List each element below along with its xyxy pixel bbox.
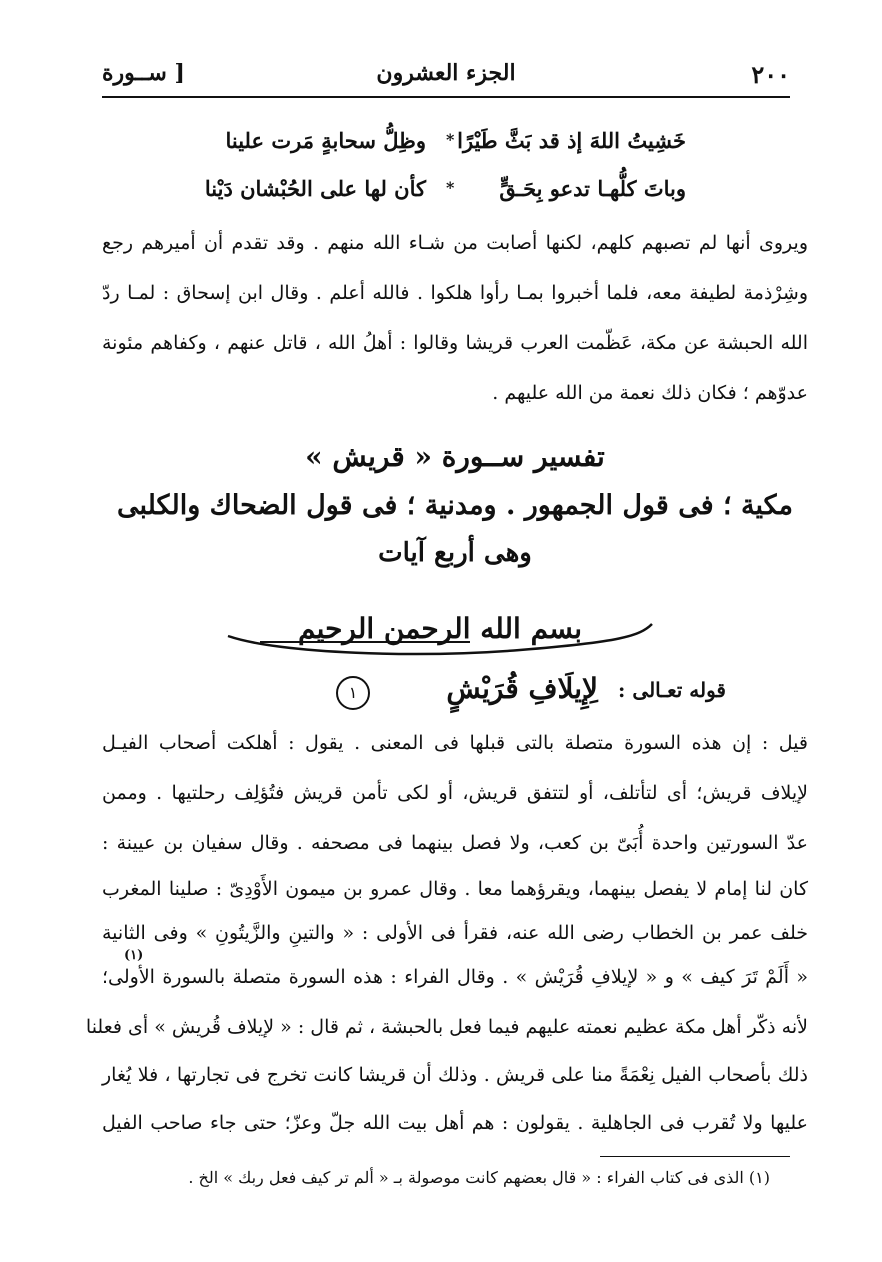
paragraph-line: ويروى أنها لم تصبهم كلهم، لكنها أصابت من شـاء الله منهم . وقد تقدم أن أميرهم رجع [102,232,808,254]
paragraph-line: وشِرْذمة لطيفة معه، فلما أخبروا بمـا رأوا هلكوا . فالله أعلم . وقال ابن إسحاق : لمـا ردّ [102,282,808,304]
hemistich-left: كأن لها على الحُبْشان دَيْنا [204,176,426,201]
poem-line-1 [200,128,686,168]
verse-number-marker: ١ [336,676,370,710]
hemistich-right: خَشِيتُ اللهَ إذ قد بَثَّ طَيْرًا [457,128,686,153]
verse-separator: * [446,130,455,149]
paragraph-line: قيل : إن هذه السورة متصلة بالتى قبلها فى المعنى . يقول : أهلكت أصحاب الفيـل [102,732,808,754]
running-title: الجزء العشرون [376,60,516,86]
verse-intro [126,672,726,716]
paragraph-line: عدّ السورتين واحدة أُبَىّ بن كعب، ولا فصل بينهما فى مصحفه . وقال سفيان بن عيينة : [102,832,808,854]
paragraph-line: خلف عمر بن الخطاب رضى الله عنه، فقرأ فى الأولى : « والتينِ والزَّيتُونِ » وفى الثانية [102,922,808,944]
basmala [220,606,660,666]
footnote-rule [600,1156,790,1157]
footnote-marker: (١) [124,948,144,963]
paragraph-line: لإيلاف قريش؛ أى لتأتلف، أو لتتفق قريش، أو لكى تأمن قريش فتُؤلِف رحلتيها . وممن [102,782,808,804]
page-header [102,54,790,94]
hemistich-right: وباتَ كلُّهـا تدعو بِحَـقٍّ [499,176,686,201]
paragraph-line: عليها ولا تُقرب فى الجاهلية . يقولون : هم أهل بيت الله جلّ وعزّ؛ حتى جاء صاحب الفيل [102,1112,808,1134]
footnote: (١) الذى فى كتاب الفراء : « قال بعضهم كانت موصولة بـ « ألم تر كيف فعل ربك » الخ . [188,1168,770,1187]
surah-title: تفسير ســورة « قريش » [305,440,605,473]
paragraph-line: الله الحبشة عن مكة، عَظّمت العرب قريشا وقالوا : أهلُ الله ، قاتل عنهم ، وكفاهم مئونة [102,332,808,354]
surah-verse-count: وهى أربع آيات [378,538,532,568]
quran-verse: لِإِيلَافِ قُرَيْشٍ [446,672,598,705]
paragraph-line: « أَلَمْ تَرَ كيف » و « لإيلافِ قُرَيْش » . وقال الفراء : هذه السورة متصلة بالسورة الأولى؛ [102,966,808,988]
basmala-text: بسم الله الرحمن الرحيم [298,612,582,645]
paragraph-line: عدوّهم ؛ فكان ذلك نعمة من الله عليهم . [492,382,808,404]
page-number: ٢٠٠ [751,60,790,89]
paragraph-line: ذلك بأصحاب الفيل نِعْمَةً منا على قريش . وذلك أن قريشا كانت تخرج فى تجارتها ، فلا يُغار [102,1064,808,1086]
surah-label: [ ســورة [102,60,185,86]
verse-separator: * [446,178,455,197]
surah-revelation: مكية ؛ فى قول الجمهور . ومدنية ؛ فى قول الضحاك والكلبى [116,490,794,521]
verse-intro-lead: قوله تعـالى : [618,678,726,702]
paragraph-line: كان لنا إمام لا يفصل بينهما، ويقرؤهما معا . وقال عمرو بن ميمون الأَوْدِىّ : صلينا المغرب [102,878,808,900]
poem-line-2 [200,176,686,216]
hemistich-left: وظِلُّ سحابةٍ مَرت علينا [225,128,426,153]
paragraph-line: لأنه ذكّر أهل مكة عظيم نعمته عليهم فيما فعل بالحبشة ، ثم قال : « لإيلاف قُريش » أى فعلنا [85,1016,808,1038]
header-rule [102,96,790,98]
